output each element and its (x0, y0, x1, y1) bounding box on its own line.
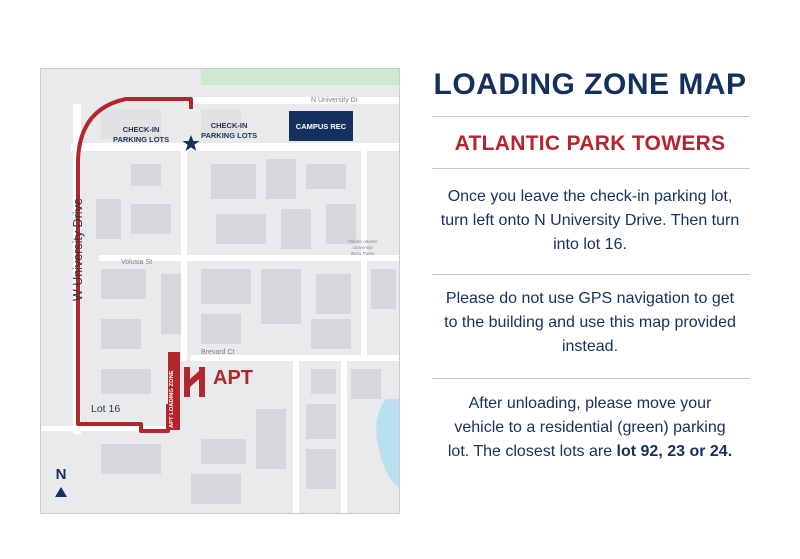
closest-lots: lot 92, 23 or 24. (616, 443, 733, 460)
green-lot (201, 69, 400, 85)
paragraph-3-text: After unloading, please move your vehicle to a residential (green) parking lot. The closest lots are (447, 395, 726, 460)
divider (432, 116, 750, 117)
north-indicator (51, 467, 71, 497)
divider (432, 378, 750, 379)
apt-building-icon (184, 367, 205, 397)
campus-map (40, 68, 400, 514)
instruction-paragraph-3 (410, 392, 770, 464)
lot-16-label: Lot 16 (91, 403, 121, 415)
building-subtitle: ATLANTIC PARK TOWERS (454, 132, 726, 155)
page-title: LOADING ZONE MAP (433, 68, 747, 101)
street-label-brevard-ct: Brevard Ct (201, 349, 235, 356)
instruction-paragraph-2: Please do not use GPS navigation to get to the building and use this map provided instead. (444, 290, 736, 355)
divider (432, 274, 750, 275)
street-label-n-university: N University Dr (311, 97, 359, 104)
north-letter: N (55, 466, 67, 483)
fau-label: Florida Atlantic University Boca Raton (348, 239, 378, 256)
building-footprints (96, 109, 396, 504)
campus-rec-label: CAMPUS REC (289, 111, 353, 141)
apt-loading-zone-label: APT LOADING ZONE (169, 370, 175, 428)
water (376, 399, 400, 489)
w-university-drive-label: W University Drive (71, 198, 85, 301)
north-arrow-icon (55, 487, 67, 497)
apt-label: APT (213, 367, 253, 389)
checkin-lots-right-label: CHECK-IN PARKING LOTS (201, 121, 258, 140)
instruction-paragraph-1: Once you leave the check-in parking lot, turn left onto N University Drive. Then turn into lot 16. (440, 188, 740, 253)
street-label-volusia: Volusia St (121, 259, 153, 266)
divider (432, 168, 750, 169)
checkin-lots-left-label: CHECK-IN PARKING LOTS (113, 125, 170, 144)
